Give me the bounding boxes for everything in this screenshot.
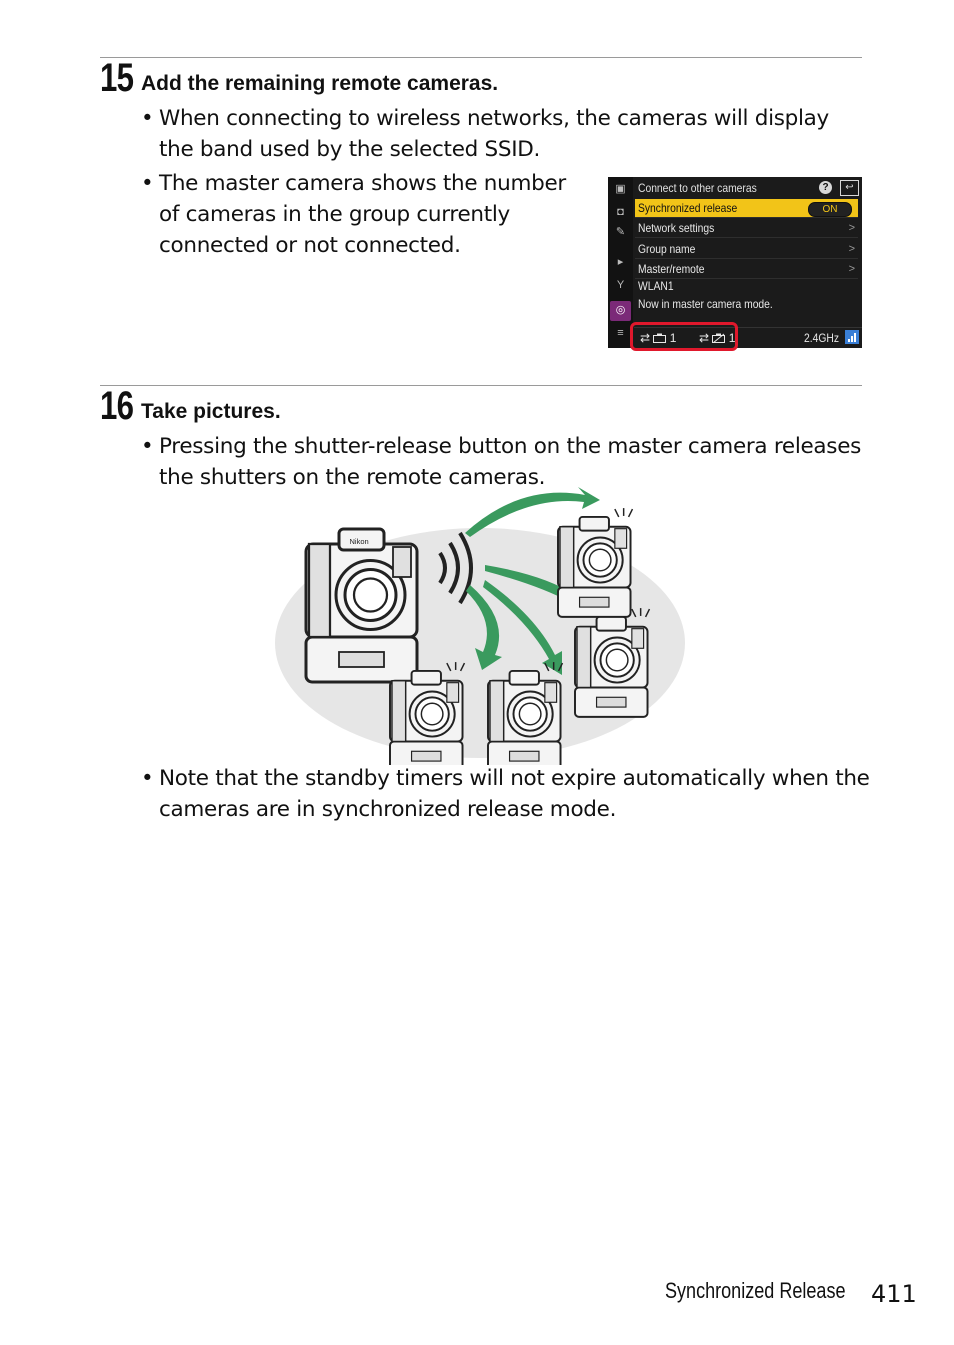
step-15-title: Add the remaining remote cameras. (141, 72, 499, 95)
network-name: WLAN1 (638, 279, 674, 293)
menu-title: Connect to other cameras (638, 181, 757, 195)
footer-section-name: Synchronized Release (665, 1278, 846, 1303)
menu-side-tabs (608, 177, 633, 348)
not-connected-count: 1 (728, 331, 736, 345)
step-16-bullet-2 (141, 763, 871, 825)
menu-item-synchronized-release (635, 199, 858, 218)
menu-item-group-name (635, 240, 858, 259)
step-15-divider (100, 57, 862, 58)
menu-item-master-remote (635, 260, 858, 279)
menu-item-label: Synchronized release (638, 201, 738, 215)
movie-icon: ◘ (617, 206, 624, 218)
step-16-number: 16 (100, 384, 134, 428)
status-text: Now in master camera mode. (638, 297, 773, 311)
back-icon: ↩ (840, 180, 859, 196)
on-toggle: ON (808, 202, 852, 217)
playback-icon: ▸ (617, 256, 624, 268)
mymenu-icon: ≡ (617, 327, 624, 339)
menu-item-network-settings (635, 219, 858, 238)
step-15-bullet-1 (141, 103, 851, 165)
camera-disconnected-icon (712, 333, 725, 343)
camera-icon: ▣ (615, 183, 626, 195)
chevron-right-icon: > (848, 222, 855, 234)
remote-camera-1 (558, 508, 632, 617)
step-16-divider (100, 385, 862, 386)
signal-strength-icon (845, 330, 859, 344)
brand-label: Nikon (349, 537, 369, 546)
menu-item-label: Network settings (638, 221, 715, 235)
menu-item-label: Group name (638, 242, 696, 256)
network-icon: ◎ (615, 304, 626, 316)
step-15-number: 15 (100, 56, 134, 100)
bullet-text: The master camera shows the number of cameras in the group currently connected or not connected. (159, 171, 566, 258)
link-icon: ⇄ (699, 331, 710, 345)
pencil-icon: ✎ (615, 226, 626, 238)
wifi-band: 2.4GHz (804, 331, 839, 345)
step-15-bullet-2 (141, 168, 581, 261)
step-16-bullet-1 (141, 431, 871, 493)
bullet-marker: • (141, 106, 154, 131)
bullet-text: Note that the standby timers will not expire automatically when the cameras are in synchronized release mode. (159, 766, 870, 822)
synchronized-release-illustration (270, 485, 690, 765)
chevron-right-icon: > (848, 243, 855, 255)
page-number: 411 (871, 1280, 917, 1308)
bullet-marker: • (141, 766, 154, 791)
bullet-marker: • (141, 171, 154, 196)
bullet-text: When connecting to wireless networks, the cameras will display the band used by the selected SSID. (159, 106, 829, 162)
camera-icon (653, 333, 666, 343)
step-16-title: Take pictures. (141, 400, 281, 423)
link-icon: ⇄ (640, 331, 651, 345)
wrench-icon: Y (616, 279, 625, 291)
not-connected-count-indicator (699, 331, 735, 345)
master-camera (306, 529, 417, 682)
bullet-text: Pressing the shutter-release button on the master camera releases the shutters on the remote cameras. (159, 434, 862, 490)
connected-count-indicator (640, 331, 676, 345)
chevron-right-icon: > (848, 263, 855, 275)
connected-count: 1 (669, 331, 677, 345)
bullet-marker: • (141, 434, 154, 459)
menu-item-label: Master/remote (638, 262, 705, 276)
help-icon: ? (819, 181, 832, 194)
